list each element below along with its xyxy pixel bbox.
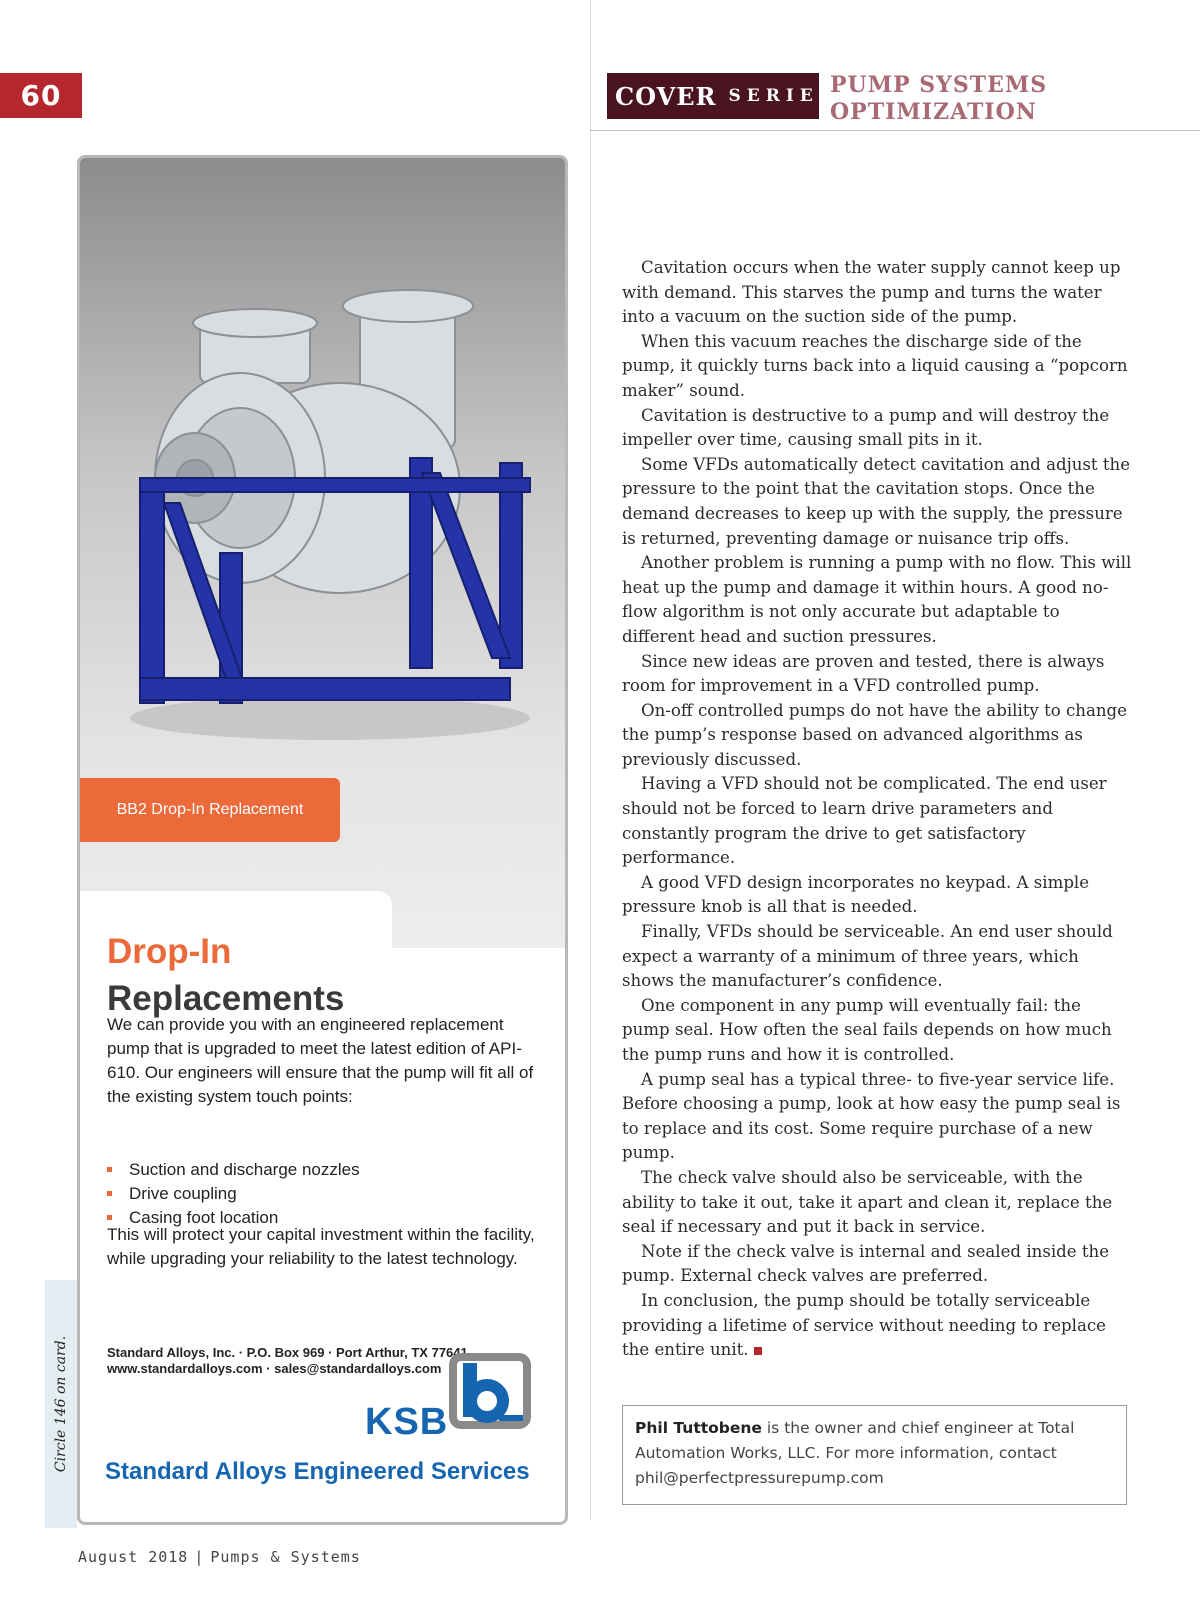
- ad-contact: [107, 1345, 468, 1377]
- author-name: Phil Tuttobene: [635, 1419, 762, 1437]
- article-paragraph: A good VFD design incorporates no keypad. A simple pressure knob is all that is needed.: [622, 872, 1090, 917]
- section-title: [830, 72, 1047, 126]
- cover-label: COVER: [615, 81, 717, 111]
- section-title-line1: PUMP SYSTEMS: [830, 72, 1048, 98]
- ad-brand-name: Standard Alloys Engineered Services: [105, 1458, 530, 1485]
- author-bio: [622, 1405, 1127, 1505]
- article-paragraph: Since new ideas are proven and tested, there is always room for improvement in a VFD controlled pump.: [622, 651, 1105, 696]
- circle-card-text: Circle 146 on card.: [53, 1335, 69, 1473]
- ksb-logo-text: KSB: [365, 1401, 449, 1443]
- article-paragraph: Cavitation occurs when the water supply cannot keep up with demand. This starves the pump and turns the water into a vacuum on the suction side of the pump.: [622, 258, 1121, 327]
- list-item: Suction and discharge nozzles: [107, 1158, 360, 1182]
- article-paragraph: Note if the check valve is internal and sealed inside the pump. External check valves are preferred.: [622, 1241, 1110, 1286]
- article-paragraph: Some VFDs automatically detect cavitation and adjust the pressure to the point that the cavitation stops. Once the demand decreases to keep up with the supply, the pressure is returned, preventing damage or nuisance trip offs.: [622, 454, 1131, 548]
- footer-publication: Pumps & Systems: [210, 1548, 361, 1566]
- author-bio-text: is the owner and chief engineer at Total Automation Works, LLC. For more information, contact phil@perfectpressurepump.com: [635, 1419, 1075, 1487]
- page-footer: [78, 1548, 361, 1566]
- ad-headline-dark: Replacements: [107, 979, 345, 1018]
- advertisement[interactable]: [77, 155, 568, 1525]
- page-number: 60: [0, 73, 82, 118]
- article-paragraph: When this vacuum reaches the discharge side of the pump, it quickly turns back into a liquid causing a “popcorn maker” sound.: [622, 331, 1128, 400]
- list-item: Casing foot location: [107, 1206, 360, 1230]
- column-divider: [590, 0, 591, 1520]
- footer-date: August 2018: [78, 1548, 189, 1566]
- article-body: [622, 256, 1132, 1363]
- ad-intro: We can provide you with an engineered replacement pump that is upgraded to meet the latest edition of API-610. Our engineers will ensure that the pump will fit all of the existing system touch points:: [107, 1015, 534, 1106]
- cover-series-badge: [607, 73, 838, 119]
- footer-separator: |: [194, 1548, 205, 1566]
- section-title-line2: OPTIMIZATION: [830, 99, 1037, 125]
- article-paragraph: Finally, VFDs should be serviceable. An end user should expect a warranty of a minimum of three years, which shows the manufacturer’s confidence.: [622, 922, 1113, 991]
- ad-web-email[interactable]: www.standardalloys.com · sales@standardalloys.com: [107, 1361, 442, 1376]
- article-paragraph: One component in any pump will eventually fail: the pump seal. How often the seal fails depends on how much the pump runs and how it is controlled.: [622, 995, 1112, 1064]
- article-paragraph: A pump seal has a typical three- to five-year service life. Before choosing a pump, look at how easy the pump seal is to replace and its cost. Some require purchase of a new pump.: [622, 1069, 1121, 1163]
- article-paragraph: The check valve should also be serviceable, with the ability to take it out, take it apart and clean it, replace the seal if necessary and put it back in service.: [622, 1167, 1113, 1237]
- bullet-icon: [107, 1167, 112, 1172]
- ad-bullet-list: [107, 1158, 360, 1230]
- ksb-logo-icon: [449, 1353, 531, 1429]
- ad-headline-orange: Drop-In: [107, 932, 232, 971]
- header-rule: [590, 130, 1200, 131]
- article-paragraph-last: In conclusion, the pump should be totally serviceable providing a lifetime of service without needing to replace the entire unit.: [622, 1290, 1106, 1360]
- end-mark-icon: [754, 1347, 762, 1355]
- ad-address: Standard Alloys, Inc. · P.O. Box 969 · Port Arthur, TX 77641: [107, 1345, 468, 1360]
- reader-service-tab: [45, 1280, 77, 1528]
- ad-tab-label: BB2 Drop-In Replacement: [80, 778, 340, 842]
- series-label: SERIES: [728, 86, 838, 106]
- bullet-icon: [107, 1191, 112, 1196]
- article-paragraph: Cavitation is destructive to a pump and will destroy the impeller over time, causing small pits in it.: [622, 405, 1110, 450]
- article-paragraph: Having a VFD should not be complicated. The end user should not be forced to learn drive parameters and constantly program the drive to get satisfactory performance.: [622, 774, 1107, 868]
- bullet-icon: [107, 1215, 112, 1220]
- ad-headline: [107, 928, 344, 1022]
- article-paragraph: Another problem is running a pump with no flow. This will heat up the pump and damage it within hours. A good no-flow algorithm is not only accurate but adaptable to different head and suction pressures.: [622, 553, 1132, 646]
- list-item: Drive coupling: [107, 1182, 360, 1206]
- ad-closing: This will protect your capital investment within the facility, while upgrading your reliability to the latest technology.: [107, 1225, 535, 1268]
- article-paragraph: On-off controlled pumps do not have the ability to change the pump’s response based on advanced algorithms as previously discussed.: [622, 700, 1127, 769]
